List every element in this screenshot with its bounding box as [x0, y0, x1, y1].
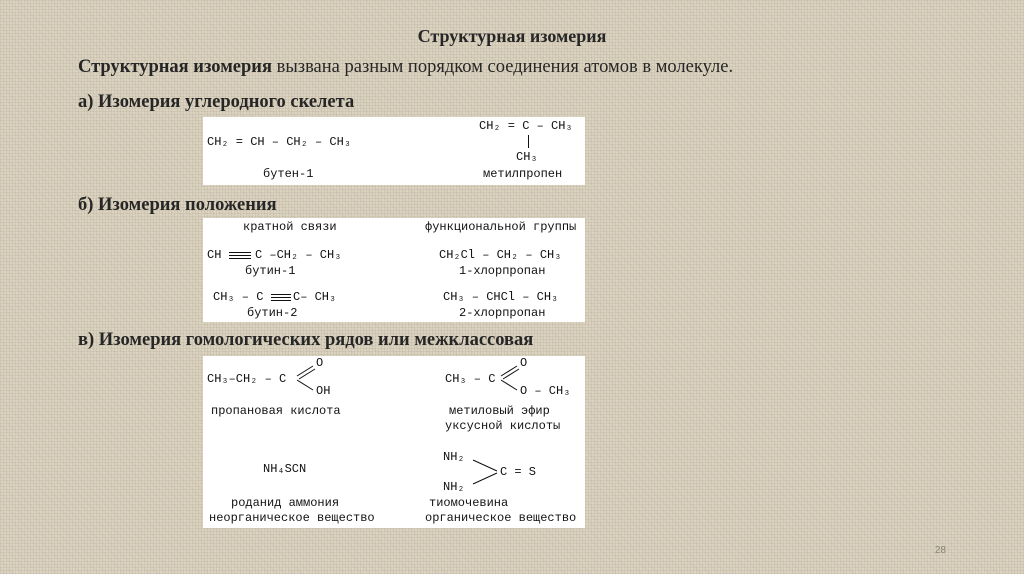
butyne-1-name: бутин-1: [245, 264, 296, 278]
methylpropene-branch: CH₃: [516, 150, 538, 164]
methylpropene-branch-bond: [528, 135, 529, 148]
triple-bond-line: [271, 294, 291, 295]
thiourea-thiocarbonyl: C = S: [500, 465, 537, 479]
heading-position-isomerism: б) Изомерия положения: [78, 195, 277, 215]
2-chloropropane-name: 2-хлорпропан: [459, 306, 546, 320]
methylpropene-name: метилпропен: [483, 167, 563, 181]
butyne-2-name: бутин-2: [247, 306, 298, 320]
organic-substance-label: органическое вещество: [425, 511, 577, 525]
intro-text: [78, 57, 733, 78]
thiourea-bonds: [469, 454, 503, 490]
heading-carbon-skeleton: а) Изомерия углеродного скелета: [78, 92, 355, 112]
thiourea-amine-bottom: NH₂: [443, 480, 465, 494]
methyl-acetate-methoxy: O – CH₃: [520, 384, 571, 398]
multiple-bond-header: кратной связи: [243, 220, 337, 234]
panel-position-isomerism: [203, 218, 585, 322]
butene-1-name: бутен-1: [263, 167, 314, 181]
panel-carbon-skeleton: [203, 117, 585, 185]
butene-1-formula: CH₂ = CH – CH₂ – CH₃: [207, 135, 352, 149]
triple-bond-line: [229, 252, 251, 253]
2-chloropropane-formula: CH₃ – CHCl – CH₃: [443, 290, 559, 304]
thiourea-name: тиомочевина: [429, 496, 509, 510]
methyl-acetate-chain: CH₃ – C: [445, 372, 496, 386]
propanoic-acid-chain: CH₃–CH₂ – C: [207, 372, 287, 386]
propanoic-acid-oxygen: O: [316, 356, 324, 370]
triple-bond-line: [229, 258, 251, 259]
slide-title: Структурная изомерия: [417, 26, 607, 46]
methyl-acetate-name-line1: метиловый эфир: [449, 404, 550, 418]
butyne-2-formula-right: C– CH₃: [293, 290, 337, 304]
intro-bold-term: Структурная изомерия: [78, 57, 272, 77]
propanoic-acid-name: пропановая кислота: [211, 404, 341, 418]
butyne-1-formula-left: CH: [207, 248, 222, 262]
methyl-acetate-oxygen: O: [520, 356, 528, 370]
thiourea-amine-top: NH₂: [443, 450, 465, 464]
butyne-1-formula-right: C –CH₂ – CH₃: [255, 248, 342, 262]
functional-group-header: функциональной группы: [425, 220, 577, 234]
page-number: 28: [934, 545, 946, 556]
intro-rest: вызвана разным порядком соединения атомов в молекуле.: [271, 57, 734, 77]
1-chloropropane-name: 1-хлорпропан: [459, 264, 546, 278]
propanoic-acid-hydroxyl: OH: [316, 384, 331, 398]
inorganic-substance-label: неорганическое вещество: [209, 511, 375, 525]
methylpropene-main-chain: CH₂ = C – CH₃: [479, 119, 573, 133]
butyne-2-formula-left: CH₃ – C: [213, 290, 264, 304]
1-chloropropane-formula: CH₂Cl – CH₂ – CH₃: [439, 248, 562, 262]
heading-homologous-series: в) Изомерия гомологических рядов или межклассовая: [78, 330, 534, 350]
methyl-acetate-name-line2: уксусной кислоты: [445, 419, 561, 433]
triple-bond-line: [271, 297, 291, 298]
ammonium-thiocyanate-formula: NH₄SCN: [263, 462, 307, 476]
ammonium-thiocyanate-name: роданид аммония: [231, 496, 340, 510]
triple-bond-line: [229, 255, 251, 256]
panel-interclass-isomerism: [203, 356, 585, 528]
triple-bond-line: [271, 300, 291, 301]
